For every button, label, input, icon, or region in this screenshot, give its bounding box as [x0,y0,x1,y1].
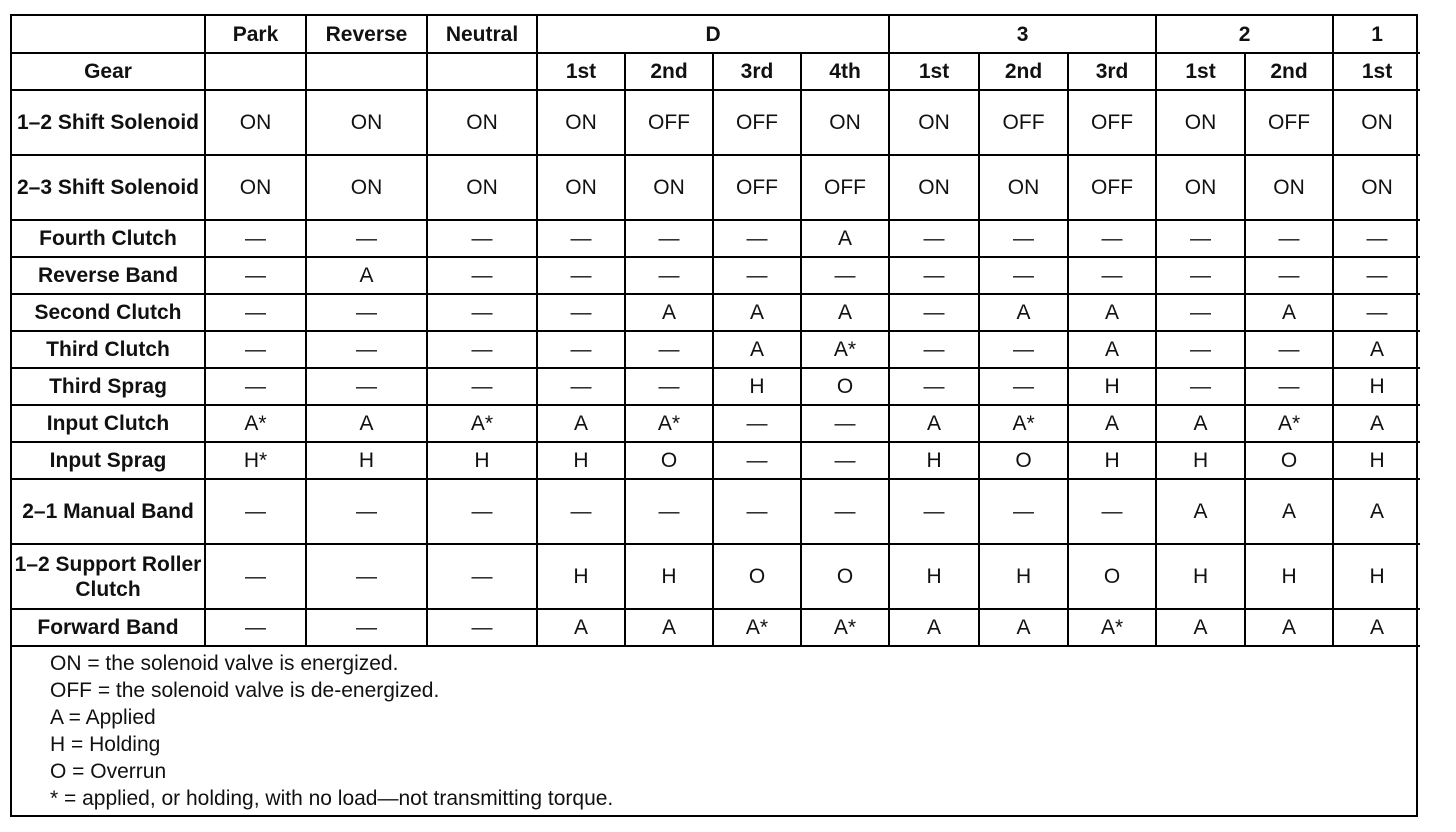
table-cell: A [1156,405,1245,442]
table-cell: H [713,368,801,405]
table-cell: A* [625,405,713,442]
table-row [12,544,1420,609]
table-cell: ON [1156,90,1245,155]
table-cell: — [979,257,1068,294]
table-cell: A* [801,609,889,646]
gear-cell [306,53,427,90]
gear-cell [427,53,537,90]
table-row [12,220,1420,257]
table-cell: A [306,257,427,294]
legend [12,647,1416,812]
table-cell: A [1333,609,1420,646]
table-cell: — [427,368,537,405]
table-cell: A [1333,479,1420,544]
row-label: 2–3 Shift Solenoid [12,155,205,220]
table-cell: — [889,479,979,544]
table-cell: H [537,442,625,479]
table-cell: OFF [625,90,713,155]
table-cell: — [889,368,979,405]
table-cell: — [205,368,306,405]
gear-cell: 1st [1333,53,1420,90]
table-cell: A* [1245,405,1333,442]
table-cell: — [205,257,306,294]
row-label: 1–2 Support Roller Clutch [12,544,205,609]
table-cell: — [801,257,889,294]
table-cell: — [427,479,537,544]
row-label: Input Sprag [12,442,205,479]
table-cell: A [1156,479,1245,544]
table-cell: — [979,479,1068,544]
table-cell: — [801,405,889,442]
table-cell: ON [1156,155,1245,220]
table-cell: ON [537,155,625,220]
table-cell: — [889,331,979,368]
table-cell: — [801,479,889,544]
table-cell: H [979,544,1068,609]
table-cell: — [979,368,1068,405]
table-cell: OFF [1068,155,1156,220]
table-cell: H [889,544,979,609]
table-cell: A [979,609,1068,646]
table-cell: — [537,479,625,544]
table-cell: — [205,331,306,368]
table-cell: A [889,405,979,442]
row-label: 1–2 Shift Solenoid [12,90,205,155]
table-cell: ON [427,155,537,220]
legend-item: O = Overrun [50,760,167,783]
legend-item: H = Holding [50,733,161,756]
table-cell: A [306,405,427,442]
table-cell: H [1068,368,1156,405]
table-cell: — [306,479,427,544]
table-cell: — [306,220,427,257]
table-cell: A [625,294,713,331]
table-cell: — [889,220,979,257]
table-cell: A [713,331,801,368]
table-cell: — [713,479,801,544]
table-cell: — [889,294,979,331]
table-cell: — [427,609,537,646]
table-cell: A [801,294,889,331]
table-cell: — [1068,479,1156,544]
table-cell: — [205,479,306,544]
table-cell: — [427,331,537,368]
table-cell: ON [306,155,427,220]
legend-item: A = Applied [50,706,156,729]
gear-cell: 2nd [979,53,1068,90]
table-cell: — [205,220,306,257]
table-cell: — [713,442,801,479]
table-cell: H [1068,442,1156,479]
table-cell: A [801,220,889,257]
table-cell: ON [205,155,306,220]
table-cell: ON [801,90,889,155]
table-cell: ON [625,155,713,220]
table-cell: H [625,544,713,609]
table-cell: ON [889,90,979,155]
table-cell: O [801,544,889,609]
range-header-reverse: Reverse [306,16,427,53]
table-row [12,405,1420,442]
table-cell: — [1333,257,1420,294]
table-cell: — [537,368,625,405]
table-cell: A [1068,331,1156,368]
table-cell: H [1333,442,1420,479]
legend-item: OFF = the solenoid valve is de-energized. [50,679,440,702]
table-cell: — [306,368,427,405]
table-cell: — [306,609,427,646]
table-cell: — [537,294,625,331]
table-cell: A [1156,609,1245,646]
table-cell: — [205,609,306,646]
table-cell: A [1245,609,1333,646]
table-cell: — [1068,257,1156,294]
table-cell: O [1245,442,1333,479]
gear-row [12,53,1420,90]
table-cell: — [1156,220,1245,257]
table-cell: ON [306,90,427,155]
table-cell: — [1156,331,1245,368]
table-cell: O [1068,544,1156,609]
row-label: Third Sprag [12,368,205,405]
table-cell: — [306,544,427,609]
row-label: Input Clutch [12,405,205,442]
table-cell: ON [1245,155,1333,220]
table-cell: A* [979,405,1068,442]
row-label: 2–1 Manual Band [12,479,205,544]
table-cell: — [713,405,801,442]
table-cell: — [427,220,537,257]
table-cell: — [979,331,1068,368]
table-cell: — [427,544,537,609]
table-cell: — [427,257,537,294]
table-cell: OFF [1068,90,1156,155]
table-cell: ON [205,90,306,155]
table-cell: — [1333,294,1420,331]
table-cell: — [625,331,713,368]
table-cell: H [537,544,625,609]
table-row [12,609,1420,646]
table-cell: — [1156,257,1245,294]
table-cell: — [1245,257,1333,294]
row-label: Forward Band [12,609,205,646]
table-cell: — [537,220,625,257]
gear-cell: 1st [537,53,625,90]
table-cell: OFF [713,90,801,155]
table-cell: — [1333,220,1420,257]
table-cell: — [713,220,801,257]
legend-item: * = applied, or holding, with no load—not transmitting torque. [50,787,614,810]
table-cell: — [1245,220,1333,257]
gear-cell: 3rd [1068,53,1156,90]
table-cell: O [713,544,801,609]
table-cell: A [713,294,801,331]
table-cell: H [1156,442,1245,479]
table-cell: A [979,294,1068,331]
table-cell: — [306,331,427,368]
table-cell: A* [713,609,801,646]
gear-cell: 4th [801,53,889,90]
table-cell: H [1156,544,1245,609]
table-cell: OFF [1245,90,1333,155]
table-cell: ON [1333,155,1420,220]
table-row [12,257,1420,294]
table-cell: ON [427,90,537,155]
table-cell: H [306,442,427,479]
table-row [12,442,1420,479]
table-cell: — [205,544,306,609]
gear-label: Gear [12,53,205,90]
table-cell: A* [205,405,306,442]
row-label: Reverse Band [12,257,205,294]
table-cell: — [625,479,713,544]
table-cell: — [1156,368,1245,405]
table-cell: — [1245,331,1333,368]
range-header-row [12,16,1420,53]
table-cell: O [801,368,889,405]
table-cell: ON [1333,90,1420,155]
range-header-2: 2 [1156,16,1333,53]
table-cell: A [1245,294,1333,331]
table-cell: — [713,257,801,294]
table-cell: — [1156,294,1245,331]
table-row [12,368,1420,405]
row-label: Third Clutch [12,331,205,368]
table-cell: A [1068,294,1156,331]
gear-cell [205,53,306,90]
gear-cell: 2nd [625,53,713,90]
range-header-d: D [537,16,889,53]
table-cell: A* [1068,609,1156,646]
table-cell: O [979,442,1068,479]
table-cell: H [1245,544,1333,609]
table-cell: A [537,609,625,646]
table-cell: — [625,368,713,405]
table-cell: ON [889,155,979,220]
gear-cell: 3rd [713,53,801,90]
table-cell: H [1333,544,1420,609]
table-cell: OFF [713,155,801,220]
table-cell: A [1333,331,1420,368]
table-cell: — [801,442,889,479]
table-cell: — [1068,220,1156,257]
table-cell: — [625,257,713,294]
table-cell: A [889,609,979,646]
range-header-1: 1 [1333,16,1420,53]
range-header-neutral: Neutral [427,16,537,53]
row-label: Fourth Clutch [12,220,205,257]
corner-cell [12,16,205,53]
table-cell: — [1245,368,1333,405]
table-cell: — [979,220,1068,257]
table-cell: H [889,442,979,479]
table-cell: — [889,257,979,294]
table-cell: ON [979,155,1068,220]
gear-cell: 1st [889,53,979,90]
table-cell: H [427,442,537,479]
table-cell: — [537,257,625,294]
table-cell: A [537,405,625,442]
table-cell: OFF [979,90,1068,155]
table-cell: A [625,609,713,646]
table-cell: — [427,294,537,331]
table-cell: A* [801,331,889,368]
table-row [12,331,1420,368]
application-table [12,16,1420,647]
table-cell: ON [537,90,625,155]
table-row [12,294,1420,331]
gear-cell: 1st [1156,53,1245,90]
table-cell: H* [205,442,306,479]
legend-item: ON = the solenoid valve is energized. [50,652,399,675]
table-cell: — [306,294,427,331]
table-cell: — [537,331,625,368]
table-row [12,155,1420,220]
gear-cell: 2nd [1245,53,1333,90]
table-cell: — [625,220,713,257]
table-cell: H [1333,368,1420,405]
range-header-3: 3 [889,16,1156,53]
solenoid-application-chart [10,14,1418,817]
table-row [12,479,1420,544]
table-row [12,90,1420,155]
table-cell: A [1333,405,1420,442]
table-cell: A* [427,405,537,442]
table-cell: A [1245,479,1333,544]
table-cell: O [625,442,713,479]
row-label: Second Clutch [12,294,205,331]
range-header-park: Park [205,16,306,53]
table-cell: A [1068,405,1156,442]
table-cell: OFF [801,155,889,220]
table-cell: — [205,294,306,331]
